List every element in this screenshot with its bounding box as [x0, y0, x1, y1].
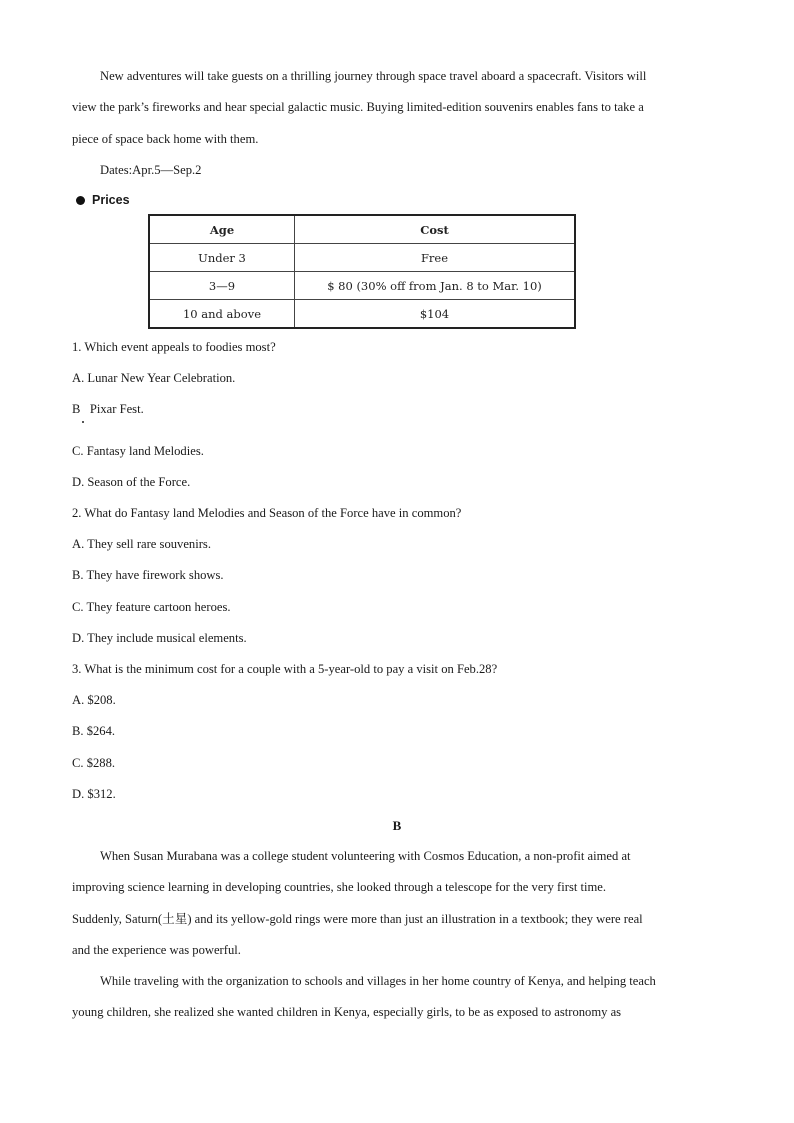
question-2-stem: 2. What do Fantasy land Melodies and Season of the Force have in common?: [72, 506, 462, 520]
intro-line-3: piece of space back home with them.: [72, 132, 259, 146]
cost-cell: Free: [295, 244, 576, 272]
question-1-stem: 1. Which event appeals to foodies most?: [72, 340, 276, 354]
intro-line-2: view the park’s fireworks and hear special galactic music. Buying limited-edition souvenirs enables fans to take a: [72, 100, 644, 114]
section-b-label: B: [392, 818, 402, 833]
section-b-p2-line-1: While traveling with the organization to schools and villages in her home country of Kenya, and helping teach: [100, 974, 656, 988]
question-2-option-b: B. They have firework shows.: [72, 568, 224, 582]
question-2-option-c: C. They feature cartoon heroes.: [72, 600, 231, 614]
cost-column-header: Cost: [295, 215, 576, 244]
age-column-header: Age: [149, 215, 295, 244]
cost-cell: $104: [295, 300, 576, 329]
question-1-option-d: D. Season of the Force.: [72, 475, 191, 489]
dates-line: Dates:Apr.5—Sep.2: [100, 163, 202, 177]
question-2-option-a: A. They sell rare souvenirs.: [72, 537, 211, 551]
cost-cell: $ 80 (30% off from Jan. 8 to Mar. 10): [295, 272, 576, 300]
section-b-p1-line-3: Suddenly, Saturn(土星) and its yellow-gold rings were more than just an illustration in a textbook; they were real: [72, 912, 643, 926]
intro-line-1: New adventures will take guests on a thrilling journey through space travel aboard a spacecraft. Visitors will: [100, 69, 647, 83]
question-3-option-d: D. $312.: [72, 787, 116, 801]
question-1-option-b: B Pixar Fest.: [72, 402, 144, 416]
prices-table: [148, 214, 576, 329]
prices-heading-label: Prices: [92, 193, 130, 207]
table-row: [149, 244, 575, 272]
age-cell: Under 3: [149, 244, 295, 272]
question-3-option-c: C. $288.: [72, 756, 116, 770]
age-cell: 3—9: [149, 272, 295, 300]
table-row: [149, 300, 575, 329]
question-1-option-c: C. Fantasy land Melodies.: [72, 444, 204, 458]
section-b-p1-line-1: When Susan Murabana was a college student volunteering with Cosmos Education, a non-profit aimed at: [100, 849, 631, 863]
table-header-row: [149, 215, 575, 244]
bullet-icon: [76, 196, 85, 205]
question-2-option-d: D. They include musical elements.: [72, 631, 247, 645]
section-b-p1-line-2: improving science learning in developing countries, she looked through a telescope for the very first time.: [72, 880, 607, 894]
section-b-p2-line-2: young children, she realized she wanted children in Kenya, especially girls, to be as exposed to astronomy as: [72, 1005, 622, 1019]
question-3-option-a: A. $208.: [72, 693, 116, 707]
stray-mark: [82, 421, 84, 423]
section-b-p1-line-4: and the experience was powerful.: [72, 943, 241, 957]
question-3-stem: 3. What is the minimum cost for a couple with a 5-year-old to pay a visit on Feb.28?: [72, 662, 498, 676]
question-3-option-b: B. $264.: [72, 724, 116, 738]
table-row: [149, 272, 575, 300]
question-1-option-a: A. Lunar New Year Celebration.: [72, 371, 236, 385]
age-cell: 10 and above: [149, 300, 295, 329]
prices-heading: [76, 192, 130, 208]
